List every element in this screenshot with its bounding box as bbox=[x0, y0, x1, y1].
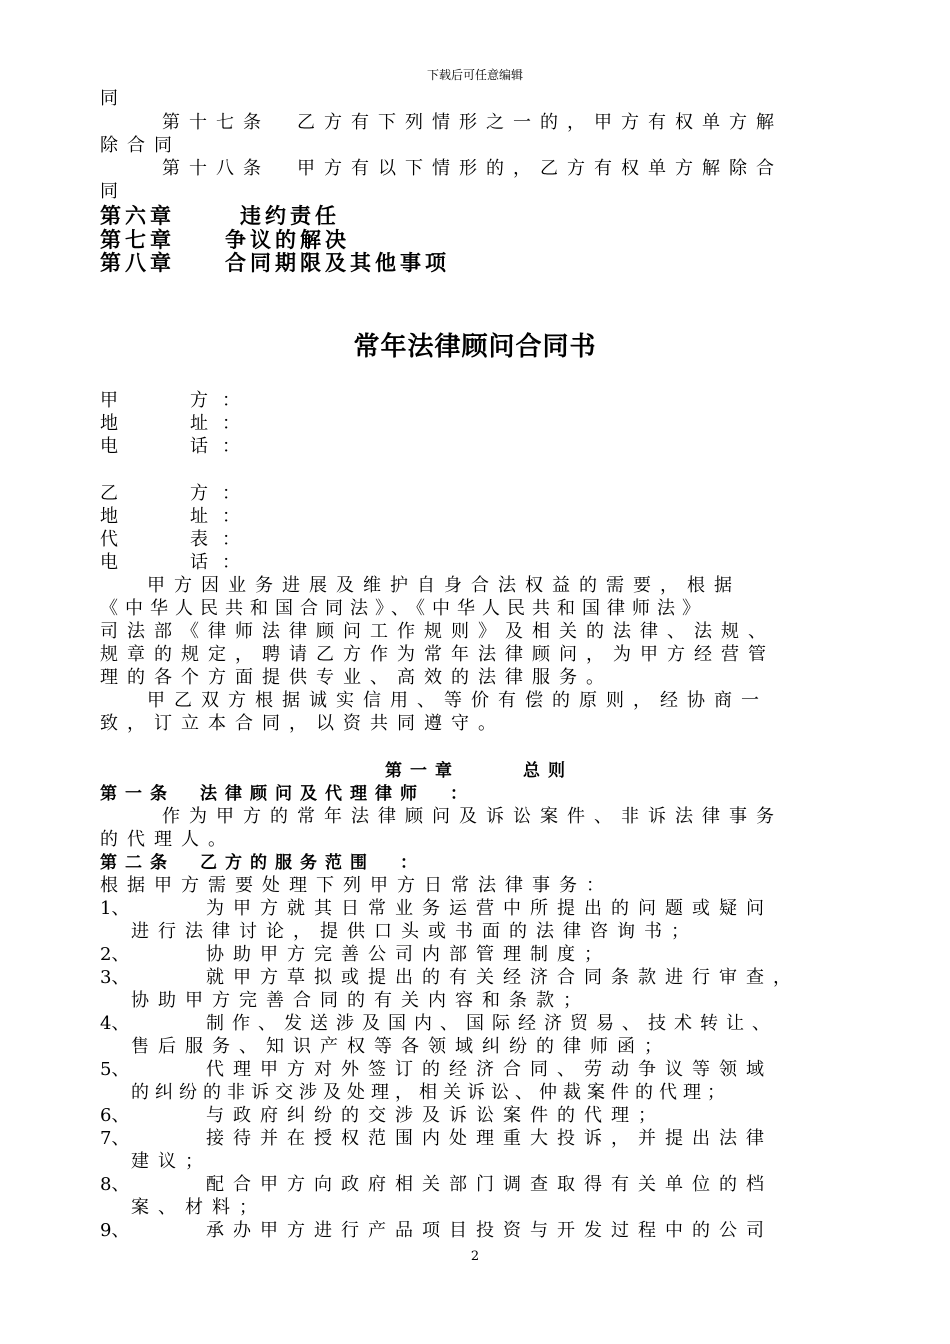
document-page: 下载后可任意编辑 同 第十七条 乙方有下列情形之一的，甲方有权单方解 除合同 第十八条 甲方有以下情形的，乙方有权单方解除合 同 第六章 违约责任 第七章 争议的解决 第八章 合同期限及其他事项 常年法律顾问合同书 甲 方 ： 地 址 ： 电 话 ： 乙 方 ： 地 址 ： 代 表 ： 电 话 ： 甲方因业务进展及维护自身合法权益的需要，根据 《中华人民共和国合同法》、《中华人民共和国律师法》 司法部《律师法律顾问工作规则》及相关的法律、法规、 规章的规定，聘请乙方作为常年法律顾问，为甲方经营管 理的各个方面提供专业、高效的法律服务。 甲乙双方根据诚实信用、等价有偿的原则，经协商一 致，订立本合同，以资共同遵守。 第一章 总则 第一条 法律顾问及代理律师 ： 作为甲方的常年法律顾问及诉讼案件、非诉法律事务 的代理人。 第二条 乙方的服务范围 ： 根据甲方需要处理下列甲方日常法律事务： 1、 为甲方就其日常业务运营中所提出的问题或疑问 进行法律讨论，提供口头或书面的法律咨询书； 2、 协助甲方完善公司内部管理制度； 3、 就甲方草拟或提出的有关经济合同条款进行审查， 协助甲方完善合同的有关内容和条款； 4、 制作、发送涉及国内、国际经济贸易、技术转让、 售后服务、知识产权等各领域纠纷的律师函； 5、 代理甲方对外签订的经济合同、劳动争议等领域 的纠纷的非诉交涉及处理，相关诉讼、仲裁案件的代理； 6、 与政府纠纷的交涉及诉讼案件的代理； 7、 接待并在授权范围内处理重大投诉，并提出法律 建议； 8、 配合甲方向政府相关部门调查取得有关单位的档 案、材料； 9、 承办甲方进行产品项目投资与开发过程中的公司 2 bbox=[0, 0, 950, 1344]
list-item-cont: 进行法律讨论，提供口头或书面的法律咨询书； bbox=[131, 921, 698, 942]
chapter-1-heading bbox=[385, 760, 625, 782]
intro-line: 甲方因业务进展及维护自身合法权益的需要，根据 bbox=[147, 575, 741, 596]
chapter-title: 争议的解决 bbox=[225, 228, 350, 252]
article-1-heading: 第一条 法律顾问及代理律师 ： bbox=[100, 784, 475, 804]
article-17-cont: 除合同 bbox=[100, 135, 181, 156]
chapter-6 bbox=[100, 203, 700, 229]
article-17: 第十七条 乙方有下列情形之一的，甲方有权单方解 bbox=[162, 112, 783, 133]
list-item-cont: 协助甲方完善合同的有关内容和条款； bbox=[131, 990, 590, 1011]
chapter-8 bbox=[100, 250, 700, 276]
list-item-cont: 的纠纷的非诉交涉及处理，相关诉讼、仲裁案件的代理； bbox=[131, 1082, 731, 1103]
page-header: 下载后可任意编辑 bbox=[426, 68, 523, 82]
intro-line: 《中华人民共和国合同法》、《中华人民共和国律师法》 bbox=[100, 598, 707, 619]
list-item-cont: 案、材料； bbox=[131, 1197, 266, 1218]
article-18: 第十八条 甲方有以下情形的，乙方有权单方解除合 bbox=[162, 158, 783, 179]
article-2-lead: 根据甲方需要处理下列甲方日常法律事务： bbox=[100, 875, 613, 896]
chapter-title: 总则 bbox=[523, 761, 573, 781]
article-1-body-cont: 的代理人。 bbox=[100, 829, 235, 850]
intro-line: 规章的规定，聘请乙方作为常年法律顾问，为甲方经营管 bbox=[100, 644, 775, 665]
page-number: 2 bbox=[470, 1249, 480, 1264]
document-title: 常年法律顾问合同书 bbox=[353, 332, 597, 362]
intro-line: 致，订立本合同，以资共同遵守。 bbox=[100, 713, 505, 734]
chapter-number: 第六章 bbox=[100, 204, 175, 228]
intro-line: 司法部《律师法律顾问工作规则》及相关的法律、法规、 bbox=[100, 621, 775, 642]
chapter-title: 违约责任 bbox=[240, 204, 340, 228]
article-1-body: 作为甲方的常年法律顾问及诉讼案件、非诉法律事务 bbox=[162, 806, 783, 827]
chapter-number: 第一章 bbox=[385, 761, 460, 781]
list-item-cont: 售后服务、知识产权等各领域纠纷的律师函； bbox=[131, 1036, 671, 1057]
intro-line: 甲乙双方根据诚实信用、等价有偿的原则，经协商一 bbox=[147, 690, 768, 711]
chapter-number: 第七章 bbox=[100, 228, 175, 252]
intro-line: 理的各个方面提供专业、高效的法律服务。 bbox=[100, 667, 613, 688]
list-item-cont: 建议； bbox=[131, 1151, 212, 1172]
continuation-text: 同 bbox=[100, 88, 118, 109]
article-2-heading: 第二条 乙方的服务范围 ： bbox=[100, 853, 425, 873]
chapter-title: 合同期限及其他事项 bbox=[225, 251, 450, 275]
chapter-number: 第八章 bbox=[100, 251, 175, 275]
article-18-cont: 同 bbox=[100, 181, 127, 202]
